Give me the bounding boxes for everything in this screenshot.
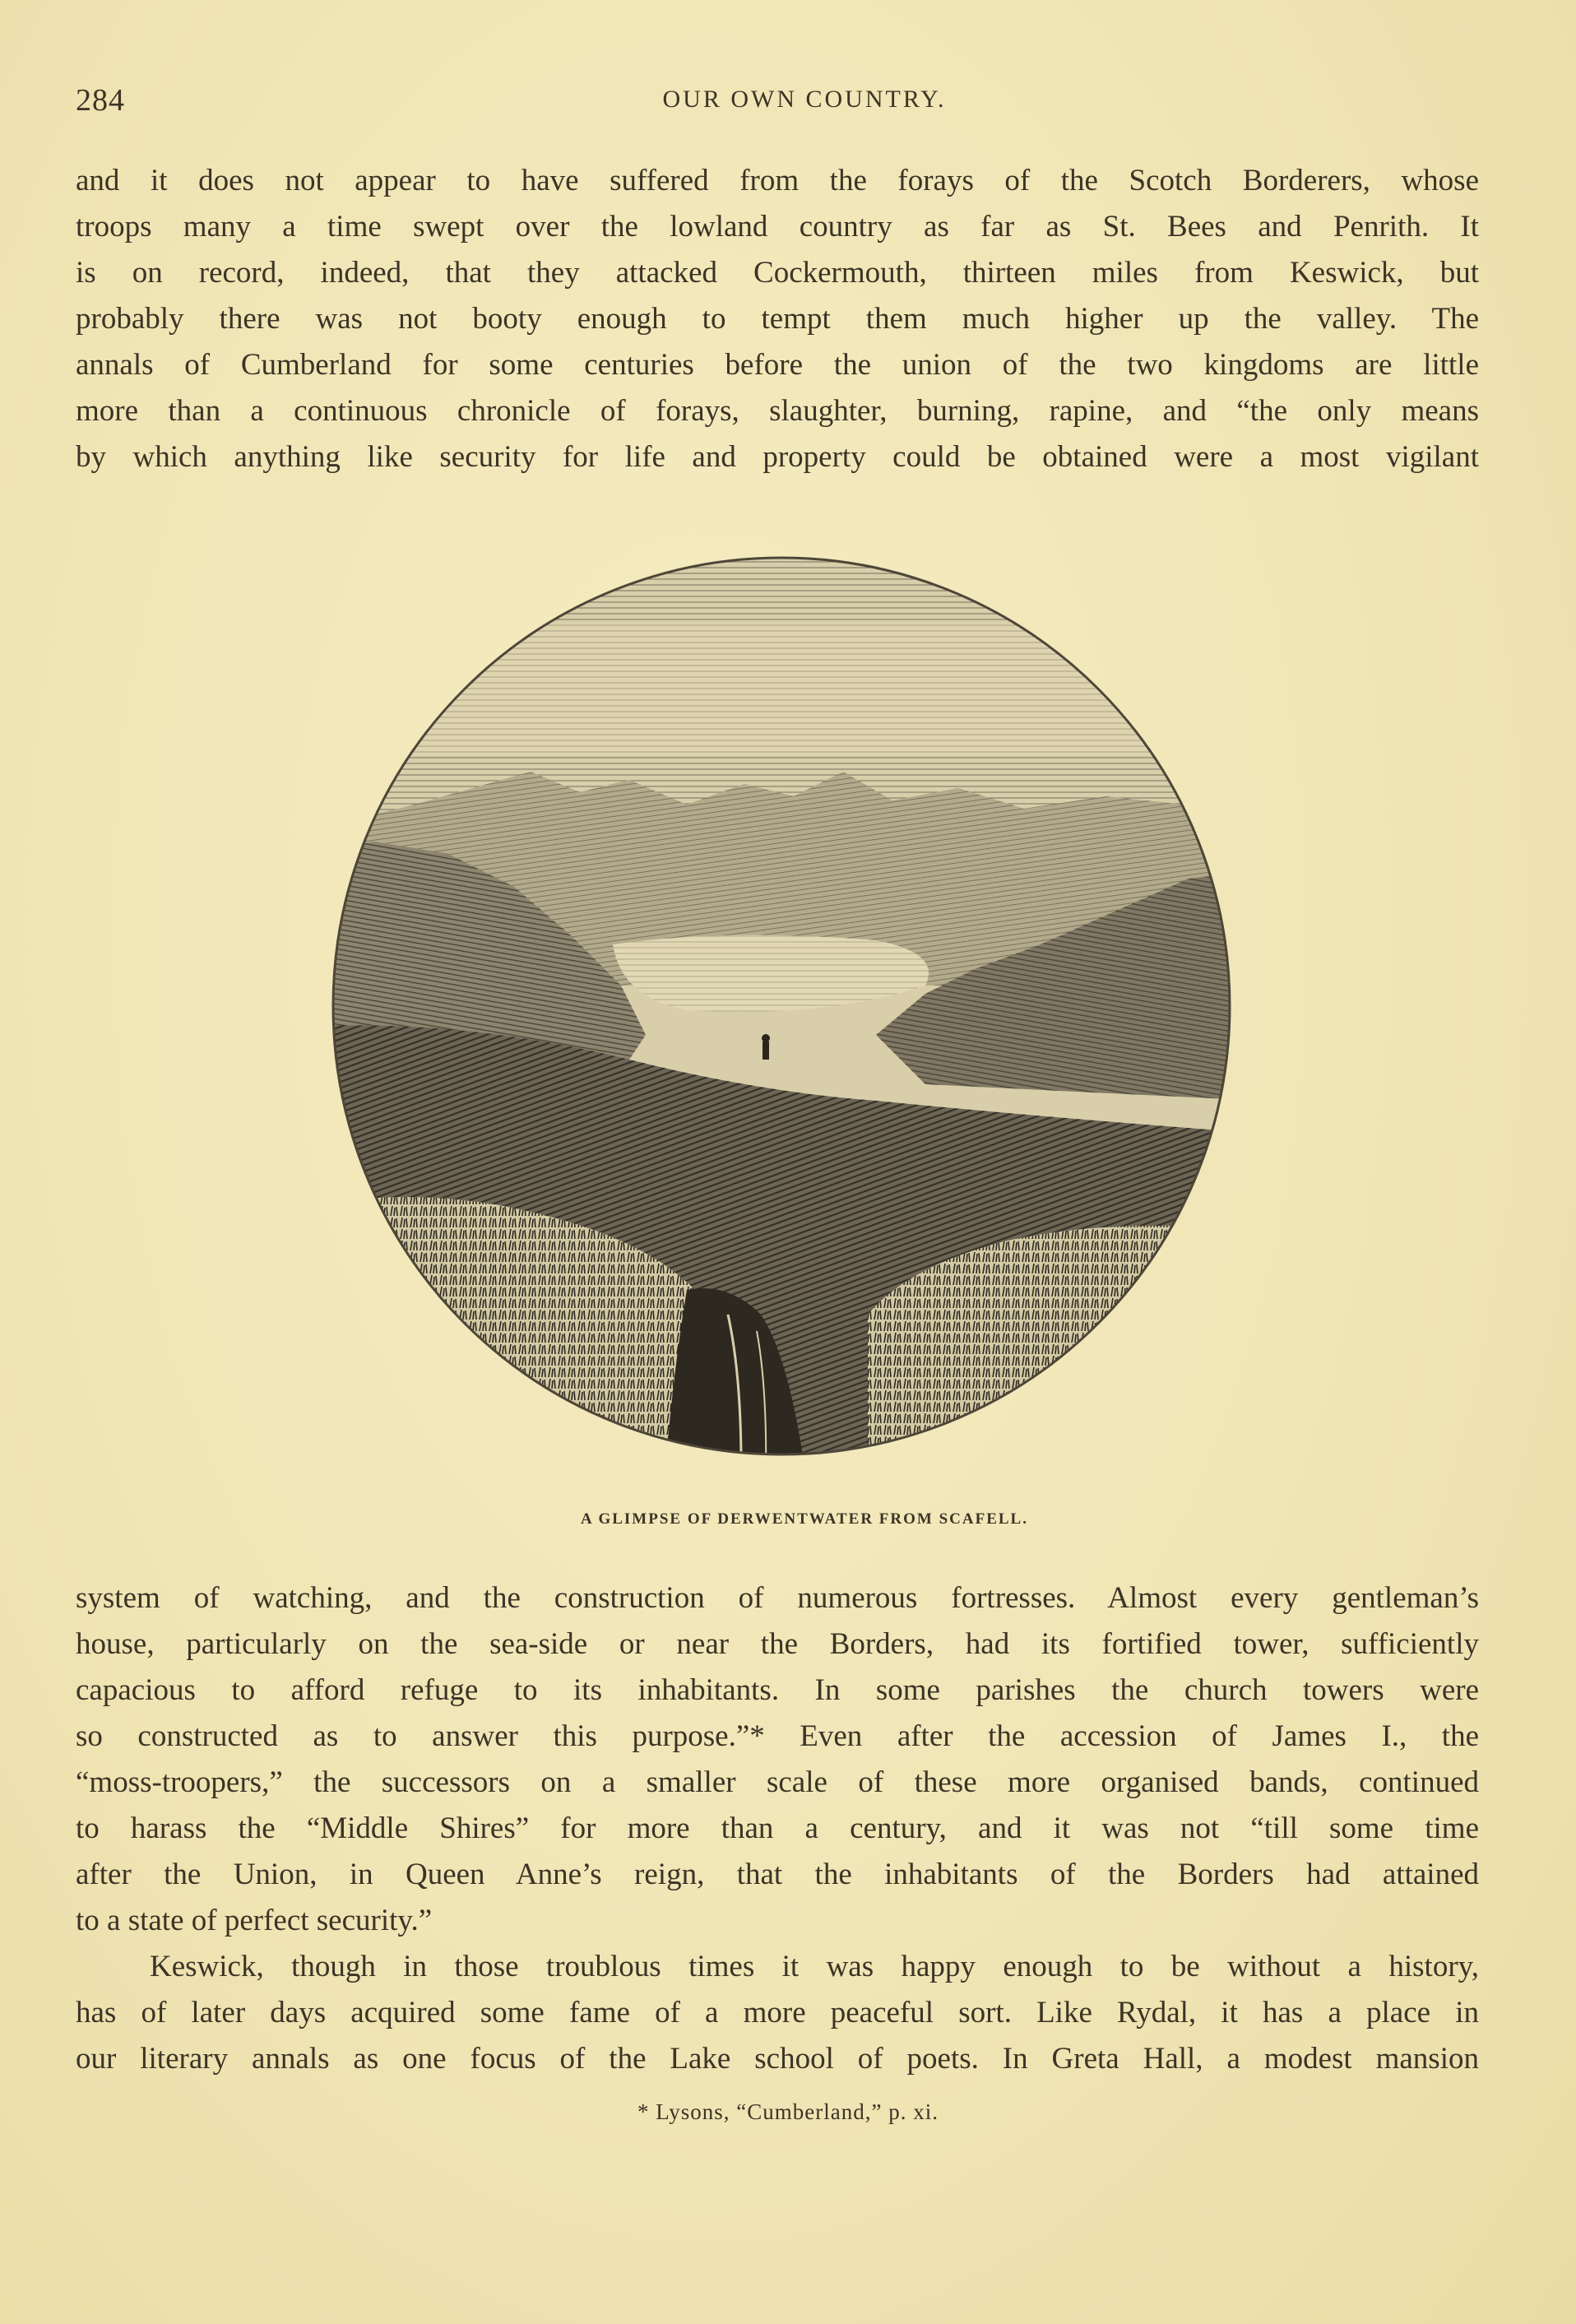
running-head (76, 82, 1484, 132)
text-line: house, particularly on the sea-side or near the Borders, had its fortified tower, sufficiently (76, 1627, 1479, 1661)
page-number: 284 (76, 83, 125, 118)
bottom-paragraphs (76, 1575, 1479, 2082)
footnote: * Lysons, “Cumberland,” p. xi. (637, 2099, 939, 2124)
text-line: more than a continuous chronicle of forays, slaughter, burning, rapine, and “the only means (76, 394, 1479, 428)
text-line: “moss-troopers,” the successors on a smaller scale of these more organised bands, continued (76, 1765, 1479, 1799)
text-line: annals of Cumberland for some centuries before the union of the two kingdoms are little (76, 348, 1479, 382)
text-line: troops many a time swept over the lowland country as far as St. Bees and Penrith. It (76, 210, 1479, 244)
running-title: OUR OWN COUNTRY. (662, 86, 947, 113)
text-line: and it does not appear to have suffered from the forays of the Scotch Borderers, whose (76, 164, 1479, 197)
figure-caption: A GLIMPSE OF DERWENTWATER FROM SCAFELL. (581, 1510, 1028, 1528)
text-line: to a state of perfect security.” (76, 1904, 433, 1937)
text-line: Keswick, though in those troublous times it was happy enough to be without a history, (150, 1950, 1479, 1983)
text-line: so constructed as to answer this purpose.”* Even after the accession of James I., the (76, 1719, 1479, 1753)
text-line: our literary annals as one focus of the Lake school of poets. In Greta Hall, a modest mansion (76, 2042, 1479, 2076)
text-line: has of later days acquired some fame of a more peaceful sort. Like Rydal, it has a place in (76, 1996, 1479, 2029)
text-line: is on record, indeed, that they attacked Cockermouth, thirteen miles from Keswick, but (76, 256, 1479, 290)
text-line: system of watching, and the construction of numerous fortresses. Almost every gentleman’s (76, 1581, 1479, 1615)
engraving-illustration (300, 525, 1263, 1512)
text-line: to harass the “Middle Shires” for more than a century, and it was not “till some time (76, 1811, 1479, 1845)
text-line: capacious to afford refuge to its inhabitants. In some parishes the church towers were (76, 1673, 1479, 1707)
text-line: after the Union, in Queen Anne’s reign, that the inhabitants of the Borders had attained (76, 1858, 1479, 1891)
text-line: by which anything like security for life and property could be obtained were a most vigilant (76, 440, 1479, 474)
text-line: probably there was not booty enough to tempt them much higher up the valley. The (76, 302, 1479, 336)
top-paragraph (76, 158, 1479, 480)
engraving-derwentwater (300, 525, 1263, 1512)
